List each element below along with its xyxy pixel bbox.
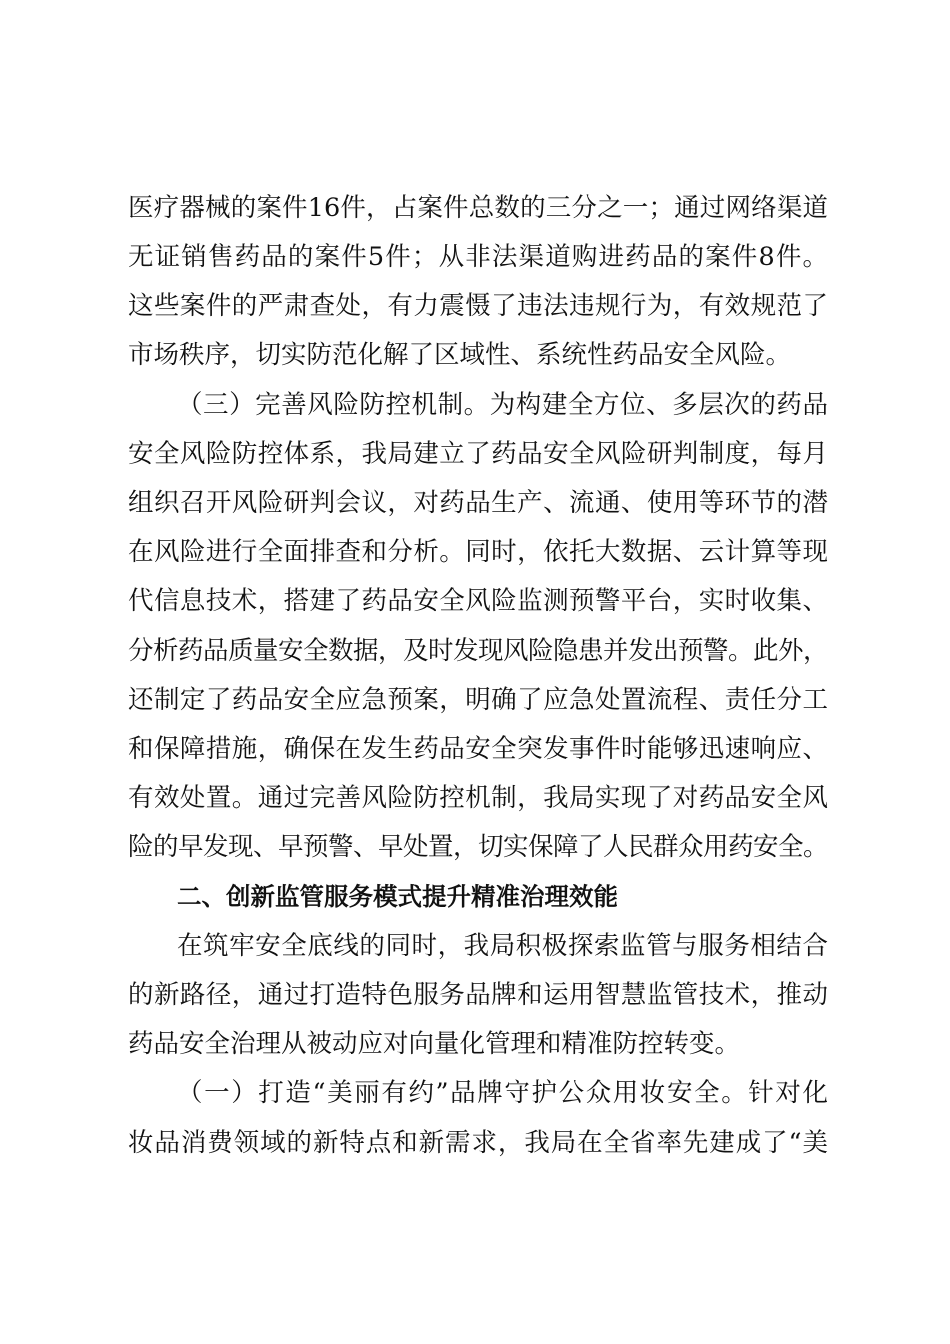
paragraph-line: 组织召开风险研判会议，对药品生产、流通、使用等环节的潜	[128, 488, 828, 518]
paragraph-line: 药品安全治理从被动应对向量化管理和精准防控转变。	[128, 1029, 741, 1059]
paragraph-line: 分析药品质量安全数据，及时发现风险隐患并发出预警。此外，	[128, 636, 829, 666]
paragraph-line: 妆品消费领域的新特点和新需求，我局在全省率先建成了“美	[128, 1128, 828, 1158]
chapter-heading: 二、创新监管服务模式提升精准治理效能	[177, 882, 618, 911]
paragraph-line: 安全风险防控体系，我局建立了药品安全风险研判制度，每月	[128, 439, 828, 469]
paragraph-line: 这些案件的严肃查处，有力震慑了违法违规行为，有效规范了	[128, 291, 828, 321]
paragraph-line: 医疗器械的案件16件，占案件总数的三分之一；通过网络渠道	[128, 193, 828, 223]
paragraph-line: 还制定了药品安全应急预案，明确了应急处置流程、责任分工	[128, 685, 828, 715]
paragraph-line: 的新路径，通过打造特色服务品牌和运用智慧监管技术，推动	[128, 980, 828, 1010]
section-heading-line: （三）完善风险防控机制。为构建全方位、多层次的药品	[177, 390, 828, 420]
paragraph-line: 有效处置。通过完善风险防控机制，我局实现了对药品安全风	[128, 783, 828, 813]
paragraph-line: 代信息技术，搭建了药品安全风险监测预警平台，实时收集、	[128, 586, 828, 616]
section-heading-line: （一）打造“美丽有约”品牌守护公众用妆安全。针对化	[177, 1078, 828, 1108]
paragraph-line: 和保障措施，确保在发生药品安全突发事件时能够迅速响应、	[128, 734, 828, 764]
paragraph-line: 险的早发现、早预警、早处置，切实保障了人民群众用药安全。	[128, 832, 829, 862]
paragraph-line: 市场秩序，切实防范化解了区域性、系统性药品安全风险。	[128, 340, 792, 370]
paragraph-line: 在筑牢安全底线的同时，我局积极探索监管与服务相结合	[177, 931, 828, 961]
paragraph-line: 无证销售药品的案件5件；从非法渠道购进药品的案件8件。	[128, 242, 828, 272]
paragraph-line: 在风险进行全面排查和分析。同时，依托大数据、云计算等现	[128, 537, 828, 567]
